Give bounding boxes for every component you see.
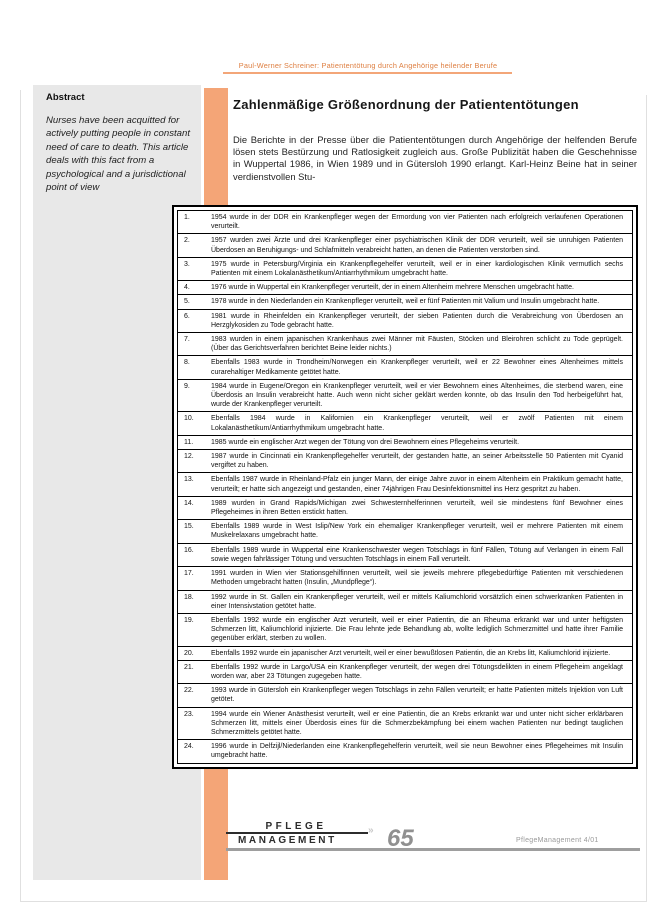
table-row [178, 257, 632, 280]
table-row-text: 1983 wurden in einem japanischen Krankenhaus zwei Männer mit Fäusten, Stöcken und Bleirohren schlicht zu Tode geprügelt. (Über das Gerichtsverfahren berichtet Beine leider nichts.) [211, 336, 623, 353]
table-row [178, 590, 632, 613]
table-row [178, 543, 632, 566]
table-row-text: Ebenfalls 1989 wurde in West Islip/New York ein ehemaliger Krankenpfleger verurteilt, weil er mehrere Patienten mit einem Muskelrelaxans umgebracht hatte. [211, 523, 623, 540]
page-edge-right [646, 95, 647, 902]
table-row-number: 20. [184, 649, 194, 657]
table-row-number: 10. [184, 415, 194, 423]
running-head: Paul-Werner Schreiner: Patiententötung durch Angehörige heilender Berufe [238, 61, 498, 70]
case-table [172, 205, 638, 769]
table-row [178, 613, 632, 646]
table-row-number: 15. [184, 523, 194, 531]
table-row-text: Ebenfalls 1984 wurde in Kalifornien ein Krankenpfleger verurteilt, weil er zwölf Patienten mit einem Lokalanästhetikum/Antiarrhythmikum umgebracht hatte. [211, 415, 623, 432]
abstract-heading: Abstract [46, 92, 85, 103]
table-row-number: 6. [184, 312, 190, 320]
table-row [178, 519, 632, 542]
table-row-text: 1954 wurde in der DDR ein Krankenpfleger wegen der Ermordung von vier Patienten nach erfolgreich verlaufenen Operationen verurteilt. [211, 214, 623, 231]
abstract-text: Nurses have been acquitted for actively putting people in constant need of care to death. This article deals with this fact from a psychological and a jurisdictional point of view [46, 115, 190, 194]
page-edge-bottom [20, 901, 647, 902]
table-row-number: 21. [184, 663, 194, 671]
table-row [178, 707, 632, 740]
table-row-number: 11. [184, 438, 194, 446]
table-row-text: 1978 wurde in den Niederlanden ein Krankenpfleger verurteilt, weil er fünf Patienten mit Valium und Insulin umgebracht hatte. [211, 298, 600, 306]
table-row-number: 14. [184, 499, 194, 507]
case-table-inner [177, 210, 633, 764]
table-row-text: Ebenfalls 1983 wurde in Trondheim/Norwegen ein Krankenpfleger verurteilt, weil er 22 Bewohner eines Altenheimes mittels curarehaltiger Medikamente getötet hatte. [211, 359, 623, 376]
table-row-text: Ebenfalls 1992 wurde ein englischer Arzt verurteilt, weil er einer Patientin, die an Rheuma erkrankt war und unter heftigsten Schmerzen litt, Kaliumchlorid injizierte. Die Frau lehnte jede Behandlung ab, wollte lediglich Schmerzmittel und hatte ihrer Familie gegenüber erklärt, sterben zu wollen. [211, 616, 623, 643]
table-row [178, 683, 632, 706]
table-row-text: 1981 wurde in Rheinfelden ein Krankenpfleger verurteilt, der sieben Patienten durch die Verabreichung von Überdosen an Herzglykosiden zu Tode gebracht hatte. [211, 312, 623, 329]
table-row-number: 2. [184, 237, 190, 245]
table-row [178, 411, 632, 434]
table-row-text: 1991 wurden in Wien vier Stationsgehilfinnen verurteilt, weil sie jeweils mehrere pflegebedürftige Patienten mit verschiedenen Methoden umgebracht hatten (Insulin, „Mundpflege“). [211, 570, 623, 587]
table-row-number: 17. [184, 570, 194, 578]
table-row [178, 435, 632, 449]
arrow-icon: » [368, 825, 374, 836]
table-row-text: 1994 wurde ein Wiener Anästhesist verurteilt, weil er eine Patientin, die an Krebs erkrankt war und unter nicht sicher erklärbaren Schmerzen litt, mittels einer Überdosis eines für die Schmerzbekämpfung bei einem wachen Patienten nur bedingt tauglichen Schmerzmittels getötet hatte. [211, 710, 623, 736]
table-row [178, 233, 632, 256]
table-row-number: 23. [184, 710, 194, 718]
page-number: 65 [387, 825, 414, 852]
table-row [178, 309, 632, 332]
table-row-text: 1976 wurde in Wuppertal ein Krankenpfleger verurteilt, der in einem Altenheim mehrere Menschen umgebracht hatte. [211, 284, 574, 292]
journal-logo-line2: MANAGEMENT [238, 835, 337, 846]
table-row-number: 24. [184, 743, 194, 751]
table-row-number: 12. [184, 453, 194, 461]
table-row-text: Ebenfalls 1992 wurde ein japanischer Arzt verurteilt, weil er einer bewußtlosen Patientin, die an Krebs litt, Kaliumchlorid injizierte. [211, 649, 611, 657]
table-row-number: 19. [184, 616, 194, 624]
table-row-number: 5. [184, 298, 190, 306]
table-row-number: 22. [184, 687, 194, 695]
table-row [178, 472, 632, 495]
footer-issue-label: PflegeManagement 4/01 [516, 837, 599, 844]
running-head-rule [223, 72, 512, 74]
table-row [178, 496, 632, 519]
page-edge-left [20, 90, 21, 902]
table-row [178, 566, 632, 589]
article-intro: Die Berichte in der Presse über die Patiententötungen durch Angehörige der helfenden Berufe lösen stets Bestürzung und Ratlosigkeit zugleich aus. Große Publizität haben die Geschehnisse in Wuppertal 1986, in Wien 1989 und in Gütersloh 1990 erlangt. Karl-Heinz Beine hat in seiner verdienstvollen Stu- [233, 134, 637, 182]
table-row-text: Ebenfalls 1992 wurde in Largo/USA ein Krankenpfleger verurteilt, der wegen drei Tötungsdelikten in einem Pflegeheim angeklagt worden war, aber 23 Tötungen zugegeben hatte. [211, 663, 623, 680]
table-row-text: Ebenfalls 1989 wurde in Wuppertal eine Krankenschwester wegen Totschlags in fünf Fällen, Tötung auf Verlangen in einem Fall sowie wegen fahrlässiger Tötung und versuchten Totschlags in einem Fall verurteilt. [211, 546, 623, 563]
table-row-text: 1957 wurden zwei Ärzte und drei Krankenpfleger einer psychiatrischen Klinik der DDR verurteilt, weil sie unruhigen Patienten Überdosen an Beruhigungs- und Schlafmitteln verabreicht hatten, an denen die Patienten verstorben sind. [211, 237, 623, 254]
table-row-number: 4. [184, 284, 190, 292]
table-row-number: 1. [184, 214, 190, 221]
article-title: Zahlenmäßige Größenordnung der Patiententötungen [233, 97, 579, 112]
table-row-text: 1987 wurde in Cincinnati ein Krankenpflegehelfer verurteilt, der gestanden hatte, an seiner Arbeitsstelle 50 Patienten mit Cyanid vergiftet zu haben. [211, 453, 623, 470]
table-row-number: 8. [184, 359, 190, 367]
table-row [178, 355, 632, 378]
table-row-number: 9. [184, 382, 190, 390]
table-row [178, 280, 632, 294]
table-row-text: Ebenfalls 1987 wurde in Rheinland-Pfalz ein junger Mann, der einige Jahre zuvor in einem Altenheim ein Praktikum gemacht hatte, verurteilt; er hatte sich angezeigt und gestanden, einer 74jährigen Frau Desinfektionsmittel ins Herz gespritzt zu haben. [211, 476, 623, 493]
table-row-text: 1989 wurden in Grand Rapids/Michigan zwei Schwesternhelferinnen verurteilt, weil sie mindestens fünf Bewohner eines Pflegeheimes in ihren Betten erstickt hatten. [211, 499, 623, 517]
footer-rule [226, 848, 640, 851]
table-row-text: 1996 wurde in Delfzijl/Niederlanden eine Krankenpflegehelferin verurteilt, weil sie neun Bewohner eines Pflegeheimes mit Insulin umgebracht hatte. [211, 743, 623, 760]
table-row-number: 3. [184, 260, 190, 268]
table-row [178, 332, 632, 355]
table-row-text: 1993 wurde in Gütersloh ein Krankenpfleger wegen Totschlags in zehn Fällen verurteilt; er hatte Patienten mittels Injektion von Luft getötet. [211, 687, 623, 704]
table-row-number: 7. [184, 336, 190, 344]
table-row [178, 449, 632, 472]
table-row-text: 1975 wurde in Petersburg/Virginia ein Krankenpflegehelfer verurteilt, weil er in einer kardiologischen Klinik vermutlich sechs Patienten mit einem Lokalanästhetikum/Antiarrhythmikum umgebracht hatte. [211, 260, 623, 278]
table-row [178, 739, 632, 762]
table-row [178, 660, 632, 683]
table-row-number: 16. [184, 546, 194, 554]
table-row-number: 18. [184, 593, 194, 601]
table-row-text: 1992 wurde in St. Gallen ein Krankenpfleger verurteilt, weil er mittels Kaliumchlorid vorsätzlich einen schwerkranken Patienten in einer Intensivstation getötet hatte. [211, 593, 623, 610]
journal-logo-rule [226, 832, 368, 834]
journal-logo-line1: PFLEGE [265, 821, 327, 832]
table-row-text: 1984 wurde in Eugene/Oregon ein Krankenpfleger verurteilt, weil er vier Bewohnern eines Altenheimes, die sterbend waren, eine Überdosis an Insulin verabreicht hatte. Auch wenn nicht sicher geklärt werden konnte, ob das Insulin den Tod herbeigeführt hat, wurde der Krankenpfleger verurteilt. [211, 382, 623, 409]
table-row [178, 294, 632, 308]
table-row [178, 211, 632, 233]
table-row [178, 646, 632, 660]
table-row-text: 1985 wurde ein englischer Arzt wegen der Tötung von drei Bewohnern eines Pflegeheims verurteilt. [211, 438, 520, 446]
table-row [178, 379, 632, 412]
table-row-number: 13. [184, 476, 194, 484]
